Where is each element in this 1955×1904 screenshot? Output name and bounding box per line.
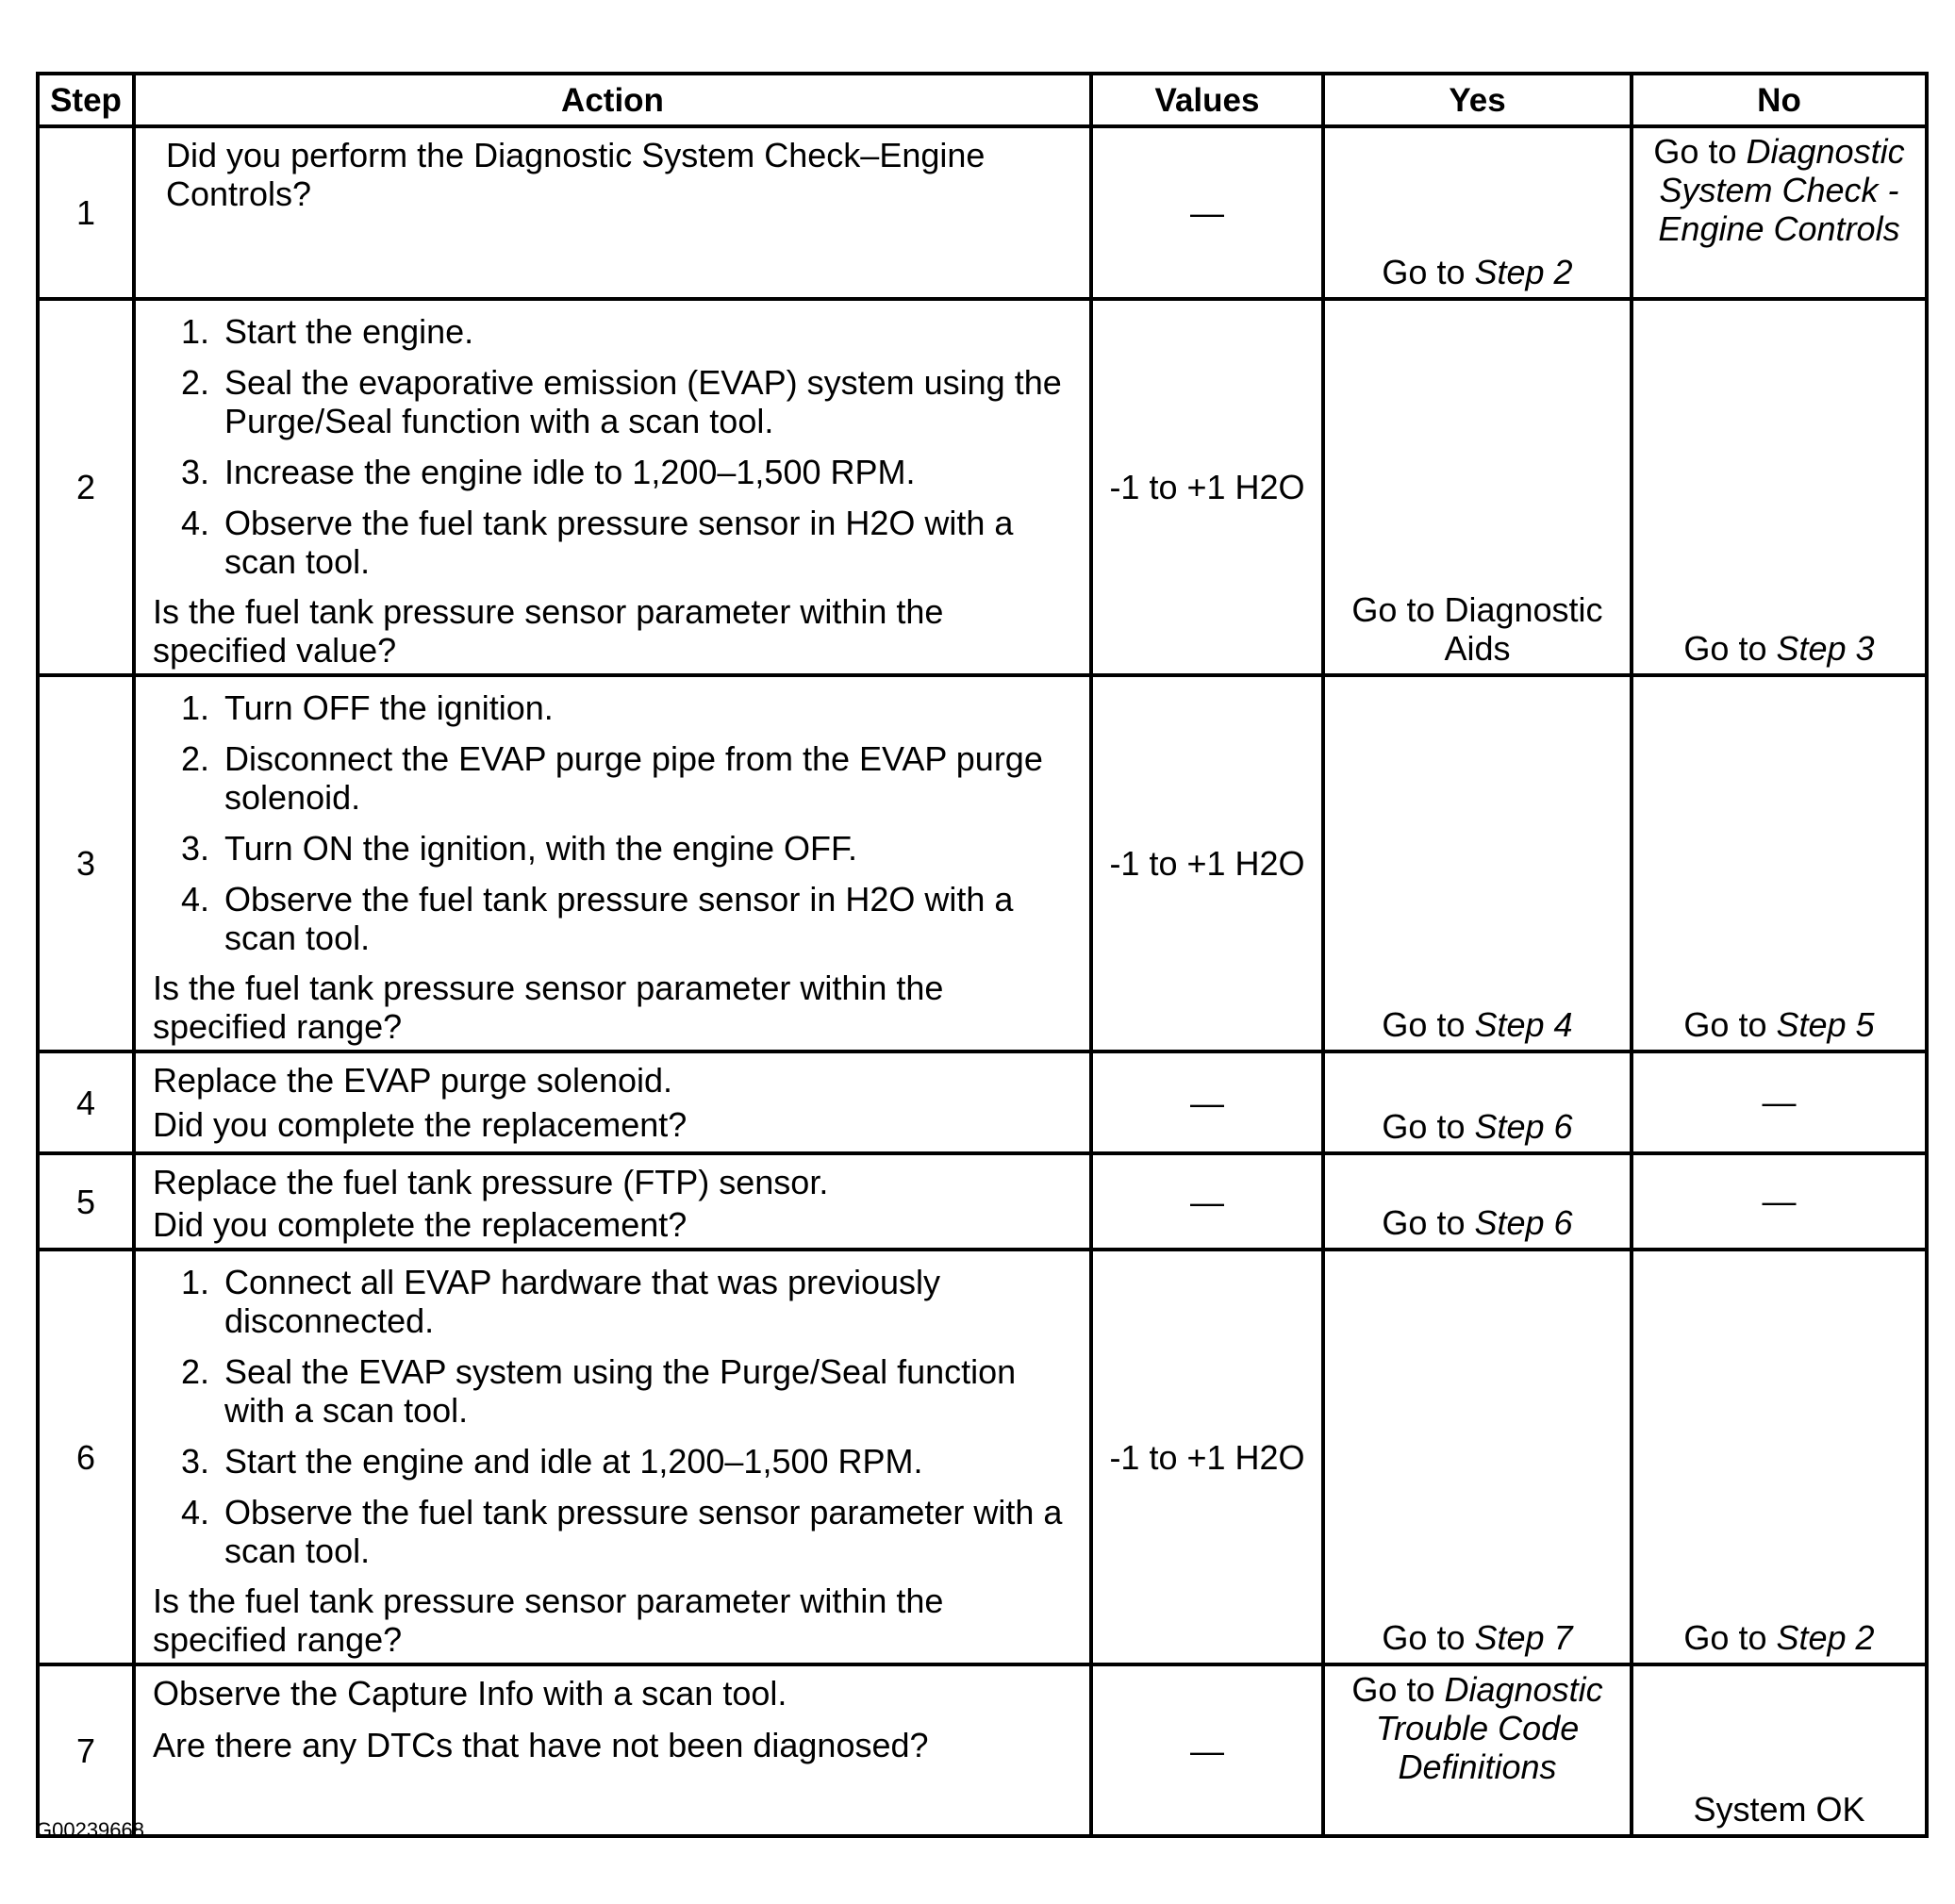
no-prefix: Go to (1683, 1618, 1777, 1657)
table-row (38, 1664, 1927, 1836)
action-question: Is the fuel tank pressure sensor parameter within the specified range? (153, 1581, 944, 1659)
step-number: 3 (38, 675, 134, 1051)
action-step-item: 3. Start the engine and idle at 1,200–1,500 RPM. (219, 1442, 1072, 1481)
values-cell: -1 to +1 H2O (1091, 1250, 1323, 1664)
no-prefix: Go to (1683, 629, 1777, 668)
yes-cell (1323, 1664, 1632, 1836)
yes-prefix: Go to (1351, 1670, 1445, 1709)
action-cell (134, 1664, 1091, 1836)
action-step-item: 4. Observe the fuel tank pressure sensor in H2O with a scan tool. (219, 880, 1072, 957)
yes-prefix: Go to (1382, 1107, 1475, 1146)
action-question: Are there any DTCs that have not been diagnosed? (153, 1726, 929, 1764)
action-question: Is the fuel tank pressure sensor parameter within the specified range? (153, 969, 944, 1046)
header-row (38, 74, 1927, 126)
table-row (38, 1153, 1927, 1250)
figure-id: G00239668 (36, 1818, 144, 1842)
table-row (38, 1051, 1927, 1153)
no-cell (1632, 1250, 1927, 1664)
action-text: Replace the EVAP purge solenoid. (153, 1061, 673, 1100)
yes-cell (1323, 1051, 1632, 1153)
diagnostic-table (36, 72, 1929, 1838)
step-number: 5 (38, 1153, 134, 1250)
no-link: Step 3 (1776, 629, 1875, 668)
action-question: Did you perform the Diagnostic System Check–Engine Controls? (166, 136, 986, 213)
yes-link: Step 6 (1474, 1203, 1573, 1242)
action-question: Did you complete the replacement? (153, 1205, 688, 1244)
yes-prefix: Go to (1382, 1005, 1475, 1044)
table-row (38, 1250, 1927, 1664)
yes-link: Diagnostic Trouble Code Definitions (1375, 1670, 1603, 1786)
table-row (38, 299, 1927, 675)
yes-prefix: Go to (1382, 253, 1475, 291)
action-text: Replace the fuel tank pressure (FTP) sensor. (153, 1163, 829, 1201)
action-step-item: 4. Observe the fuel tank pressure sensor in H2O with a scan tool. (219, 504, 1072, 581)
values-cell: — (1091, 1051, 1323, 1153)
no-cell (1632, 299, 1927, 675)
action-step-item: 2. Seal the EVAP system using the Purge/Seal function with a scan tool. (219, 1352, 1072, 1430)
no-cell (1632, 675, 1927, 1051)
step-number: 1 (38, 126, 134, 299)
yes-cell (1323, 1153, 1632, 1250)
values-cell: — (1091, 1153, 1323, 1250)
step-number: 6 (38, 1250, 134, 1664)
no-cell (1632, 126, 1927, 299)
no-link: Step 5 (1776, 1005, 1875, 1044)
values-cell: -1 to +1 H2O (1091, 299, 1323, 675)
yes-link: Step 4 (1474, 1005, 1573, 1044)
action-text: Observe the Capture Info with a scan tool. (153, 1674, 787, 1713)
header-step: Step (38, 74, 134, 126)
table-row (38, 675, 1927, 1051)
action-step-item: 1. Start the engine. (219, 312, 1072, 351)
no-cell: — (1632, 1153, 1927, 1250)
action-cell (134, 299, 1091, 675)
action-steps-list (153, 312, 1072, 581)
step-number: 4 (38, 1051, 134, 1153)
no-prefix: Go to (1653, 132, 1747, 171)
no-link: Diagnostic System Check - Engine Controls (1658, 132, 1905, 248)
header-action: Action (134, 74, 1091, 126)
action-cell (134, 1051, 1091, 1153)
action-cell (134, 1153, 1091, 1250)
yes-cell (1323, 675, 1632, 1051)
action-step-item: 1. Turn OFF the ignition. (219, 688, 1072, 727)
table-row (38, 126, 1927, 299)
action-cell (134, 126, 1091, 299)
no-link: Step 2 (1776, 1618, 1875, 1657)
action-step-item: 2. Disconnect the EVAP purge pipe from the EVAP purge solenoid. (219, 739, 1072, 817)
step-number: 7 (38, 1664, 134, 1836)
action-step-item: 3. Turn ON the ignition, with the engine OFF. (219, 829, 1072, 868)
action-steps-list (153, 1263, 1072, 1570)
action-cell (134, 675, 1091, 1051)
header-no: No (1632, 74, 1927, 126)
action-step-item: 1. Connect all EVAP hardware that was previously disconnected. (219, 1263, 1072, 1340)
action-step-item: 2. Seal the evaporative emission (EVAP) system using the Purge/Seal function with a scan tool. (219, 363, 1072, 440)
no-cell: System OK (1632, 1664, 1927, 1836)
values-cell: — (1091, 126, 1323, 299)
action-cell (134, 1250, 1091, 1664)
yes-cell (1323, 1250, 1632, 1664)
yes-link: Step 7 (1474, 1618, 1573, 1657)
action-step-item: 4. Observe the fuel tank pressure sensor parameter with a scan tool. (219, 1493, 1072, 1570)
header-yes: Yes (1323, 74, 1632, 126)
header-values: Values (1091, 74, 1323, 126)
action-question: Is the fuel tank pressure sensor parameter within the specified value? (153, 592, 944, 670)
yes-link: Step 6 (1474, 1107, 1573, 1146)
values-cell: — (1091, 1664, 1323, 1836)
yes-prefix: Go to (1382, 1203, 1475, 1242)
values-cell: -1 to +1 H2O (1091, 675, 1323, 1051)
action-step-item: 3. Increase the engine idle to 1,200–1,500 RPM. (219, 453, 1072, 491)
no-cell: — (1632, 1051, 1927, 1153)
yes-cell: Go to Diagnostic Aids (1323, 299, 1632, 675)
yes-prefix: Go to (1382, 1618, 1475, 1657)
action-steps-list (153, 688, 1072, 957)
yes-link: Step 2 (1474, 253, 1573, 291)
action-question: Did you complete the replacement? (153, 1105, 688, 1144)
no-prefix: Go to (1683, 1005, 1777, 1044)
step-number: 2 (38, 299, 134, 675)
yes-cell (1323, 126, 1632, 299)
